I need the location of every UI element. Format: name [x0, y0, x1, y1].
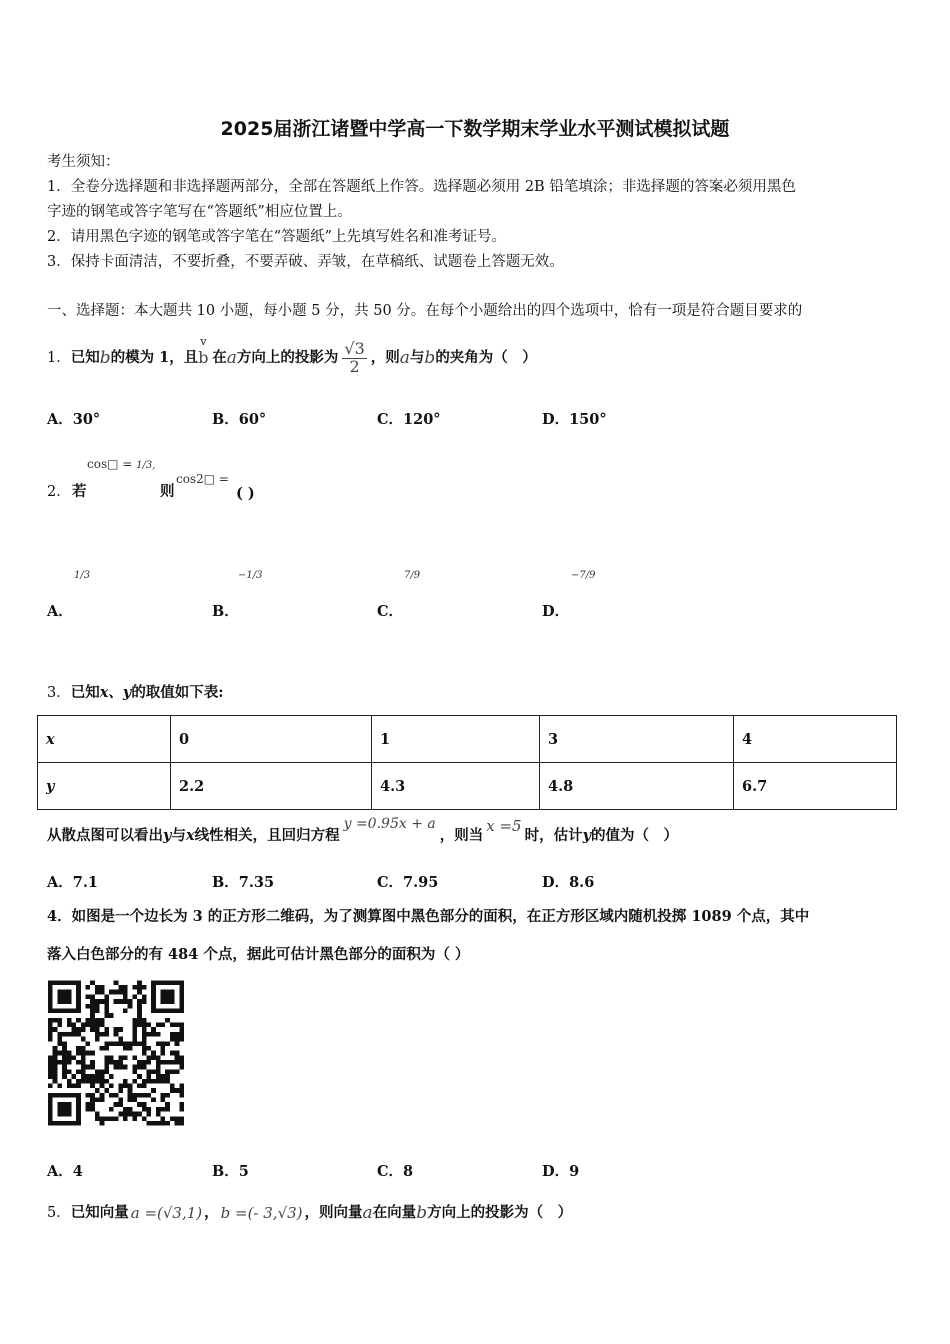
- q4-option-c: C．8: [377, 1163, 414, 1180]
- q1-vector-b: [198, 335, 212, 370]
- q1-var-a2: a: [399, 348, 410, 368]
- table-cell: 1: [372, 716, 540, 763]
- table-cell: 3: [540, 716, 734, 763]
- q2-text-3: ( ): [236, 485, 255, 502]
- q3-text-5: 时，估计: [524, 827, 583, 844]
- q5-var-b: b: [416, 1203, 428, 1223]
- q3-text-2: 与: [171, 827, 186, 844]
- q1-text-2: 的模为 1，且: [110, 349, 199, 366]
- q3-text-1: 从散点图可以看出: [47, 827, 163, 844]
- q2-option-c: C．: [377, 603, 404, 620]
- q4-option-b: B．5: [212, 1163, 249, 1180]
- q3-var-y2: y: [582, 827, 592, 844]
- q2-value-a: 1/3: [74, 570, 91, 581]
- q2-option-b: B．: [212, 603, 239, 620]
- q4-option-a: A．4: [47, 1163, 83, 1180]
- q1-text-4: 方向上的投影为: [236, 349, 339, 366]
- q3-var-x: x: [185, 827, 195, 844]
- q3-text-4: ，则当: [439, 827, 484, 844]
- q2-cond-expr: cos□ =: [87, 457, 137, 471]
- q3-data-table: [37, 715, 897, 810]
- q1-frac-den: 2: [349, 356, 360, 376]
- notice-line-1a: 1．全卷分选择题和非选择题两部分，全部在答题纸上作答。选择题必须用 2B 铅笔填涂；非选择题的答案必须用黑色: [47, 179, 796, 195]
- question-1: [47, 328, 537, 388]
- q5-number: 5．: [47, 1205, 71, 1221]
- q5-vector-b: b =(- 3,√3): [220, 1204, 303, 1222]
- notice-line-3: 3．保持卡面清洁，不要折叠，不要弄破、弄皱，在草稿纸、试题卷上答题无效。: [47, 254, 564, 270]
- q3-intro-text-2: 的取值如下表:: [131, 684, 224, 701]
- q3-option-c: C．7.95: [377, 874, 439, 891]
- q3-option-b: B．7.35: [212, 874, 275, 891]
- page-title: 2025届浙江诸暨中学高一下数学期末学业水平测试模拟试题: [220, 118, 730, 140]
- table-cell: 6.7: [734, 763, 897, 810]
- q3-regression-equation: y =0.95x + a: [343, 816, 436, 832]
- q4-line-2: 落入白色部分的有 484 个点，据此可估计黑色部分的面积为（ ）: [47, 946, 470, 963]
- q5-text-1: 已知向量: [70, 1204, 129, 1221]
- q3-intro: [47, 681, 224, 705]
- q2-expression: cos2□ =: [176, 472, 229, 486]
- table-cell: y: [38, 763, 171, 810]
- q1-vector-b-letter: b: [198, 348, 209, 367]
- q2-number: 2．: [47, 484, 71, 500]
- q1-fraction: [342, 338, 366, 376]
- q2-condition: [87, 457, 155, 471]
- q5-text-4: 方向上的投影为（ ）: [427, 1204, 573, 1221]
- q5-text-2: ，则向量: [304, 1204, 363, 1221]
- q5-vector-a: a =(√3,1): [130, 1204, 203, 1222]
- table-row: [38, 763, 897, 810]
- q2-cond-value: 1/3,: [136, 460, 156, 471]
- q1-var-b2: b: [424, 348, 436, 368]
- q1-var-b: b: [99, 348, 111, 368]
- q3-vars: x、y: [99, 684, 132, 701]
- table-cell: 4: [734, 716, 897, 763]
- q1-var-a: a: [226, 348, 237, 368]
- q1-text-5: ，则: [370, 349, 400, 366]
- q1-option-d: D．150°: [542, 411, 607, 428]
- qr-code-image: [48, 980, 184, 1126]
- q2-value-b: −1/3: [238, 570, 263, 581]
- table-cell: 4.8: [540, 763, 734, 810]
- q1-frac-num: √3: [344, 338, 365, 358]
- q2-text-2: 则: [160, 483, 175, 500]
- q5-text-3: 在向量: [372, 1204, 417, 1221]
- q1-text-3: 在: [212, 349, 227, 366]
- table-row: [38, 716, 897, 763]
- q1-option-b: B．60°: [212, 411, 267, 428]
- table-cell: x: [38, 716, 171, 763]
- q3-question: [47, 816, 679, 848]
- q1-option-a: A．30°: [47, 411, 101, 428]
- section-heading: 一、选择题：本大题共 10 小题，每小题 5 分，共 50 分。在每个小题给出的四个选项中，恰有一项是符合题目要求的: [47, 303, 803, 319]
- notice-heading: 考生须知：: [47, 154, 120, 170]
- q3-var-y: y: [163, 827, 172, 844]
- q2-value-d: −7/9: [571, 570, 596, 581]
- notice-line-1b: 字迹的钢笔或答字笔写在“答题纸”相应位置上。: [47, 204, 352, 220]
- q2-option-d: D．: [542, 603, 570, 620]
- q2-text-1: 若: [72, 483, 87, 500]
- q4-option-d: D．9: [542, 1163, 580, 1180]
- q5-separator: ，: [204, 1204, 219, 1221]
- q4-line-1: 4．如图是一个边长为 3 的正方形二维码，为了测算图中黑色部分的面积，在正方形区域内随机投掷 1089 个点，其中: [47, 908, 810, 925]
- q3-number: 3．: [47, 685, 71, 701]
- q3-option-d: D．8.6: [542, 874, 595, 891]
- q3-condition: x =5: [486, 817, 522, 835]
- table-cell: 2.2: [171, 763, 372, 810]
- q1-option-c: C．120°: [377, 411, 441, 428]
- table-cell: 4.3: [372, 763, 540, 810]
- q3-option-a: A．7.1: [47, 874, 98, 891]
- q2-option-a: A．: [47, 603, 73, 620]
- q1-text-6: 与: [409, 349, 425, 366]
- q3-text-3: 线性相关，且回归方程: [194, 827, 340, 844]
- q1-text-7: 的夹角为（ ）: [435, 349, 537, 366]
- q1-vector-mark: v: [200, 335, 207, 348]
- q5-var-a: a: [362, 1203, 373, 1223]
- q1-text-1: 已知: [70, 349, 100, 366]
- question-5: [47, 1198, 572, 1228]
- notice-line-2: 2．请用黑色字迹的钢笔或答字笔在“答题纸”上先填写姓名和准考证号。: [47, 229, 507, 245]
- q3-text-6: 的值为（ ）: [591, 827, 679, 844]
- table-cell: 0: [171, 716, 372, 763]
- q3-intro-text: 已知: [70, 684, 100, 701]
- q1-number: 1．: [47, 350, 71, 366]
- q2-value-c: 7/9: [404, 570, 421, 581]
